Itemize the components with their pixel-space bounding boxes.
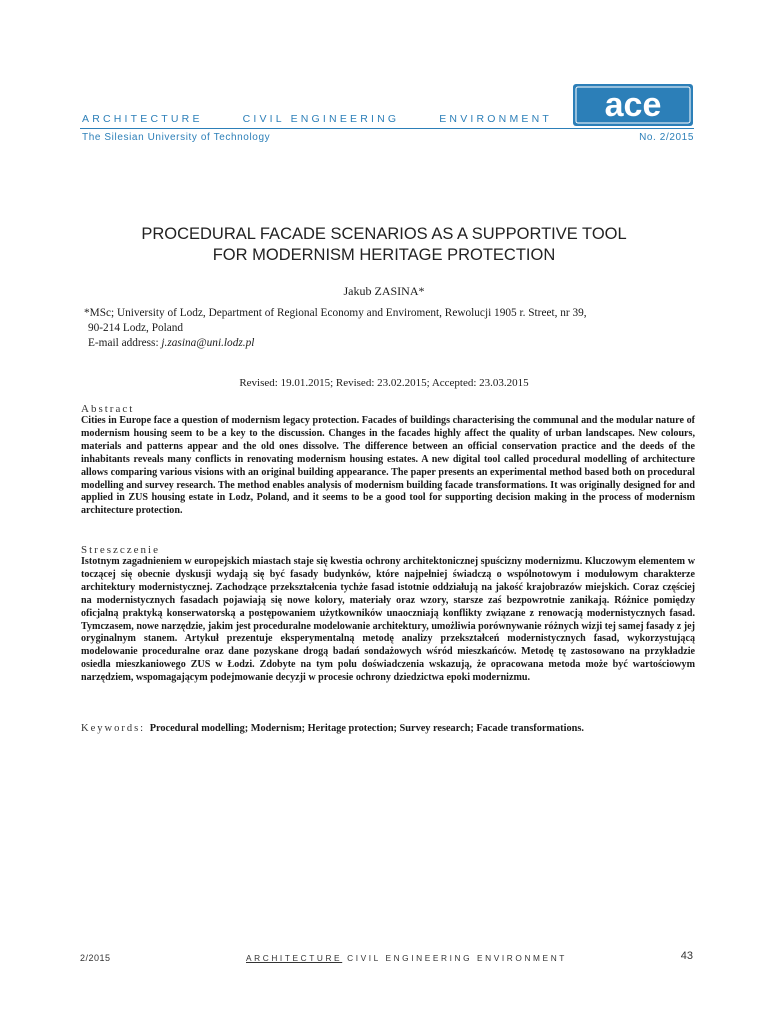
author-name: Jakub ZASINA* [343, 284, 425, 298]
abstract-heading: Abstract [81, 403, 135, 415]
streszczenie-section [81, 544, 695, 685]
revision-dates: Revised: 19.01.2015; Revised: 23.02.2015; Accepted: 23.03.2015 [239, 377, 529, 389]
page-number: 43 [680, 950, 693, 962]
keywords [81, 723, 695, 734]
affiliation-line-2: 90-214 Lodz, Poland [88, 322, 184, 334]
abstract-text: Cities in Europe face a question of modernism legacy protection. Facades of buildings characterising the communal and the modular nature of modernism housing seem to be a key to the discussion. Changes in the facades highly affect the quality of urban landscapes. New colours, materials and patterns appear and the old ones dissolve. The difference between an official conservation practice and the deeds of the inhabitants reveals many conflicts in renovating modernism housing estates. A new digital tool called procedural modelling of architecture allows comparing various visions with an original building appearance. The paper presents an experimental method based both on procedural modelling and survey research. The method enables analysis of modernism building facade transformations. It was originally designed for and applied in ZUS housing estate in Lodz, Poland, and it seems to be a good tool for supporting decision making in the process of modernism architecture protection. [81, 415, 695, 517]
footer-journal-rest: CIVIL ENGINEERING ENVIRONMENT [342, 953, 567, 963]
title-line-2: FOR MODERNISM HERITAGE PROTECTION [212, 246, 556, 264]
keywords-label: Keywords: [81, 723, 150, 734]
header-rule [80, 128, 694, 129]
logo-text: ace [604, 86, 662, 124]
email-label: E-mail address: [88, 337, 162, 349]
journal-word-environment: ENVIRONMENT [439, 113, 552, 125]
issue-number: No. 2/2015 [639, 132, 694, 143]
title-line-1: PROCEDURAL FACADE SCENARIOS AS A SUPPORTIVE TOOL [141, 225, 627, 243]
streszczenie-text: Istotnym zagadnieniem w europejskich miastach staje się kwestia ochrony architektonicznej spuścizny modernizmu. Kluczowym elementem w toczącej się obecnie dyskusji wydają się być fasady budynków, które najpełniej świadczą o wspólnotowym i modułowym charakterze architektury modernistycznej. Zachodzące przekształcenia tychże fasad istotnie oddziałują na jakość krajobrazów miejskich. Coraz częściej na modernistycznych fasadach pojawiają się nowe kolory, materiały oraz wzory, starsze zaś bezpowrotnie zanikają. Różnice pomiędzy oficjalną praktyką konserwatorską a postępowaniem użytkowników unaoczniają konflikty związane z renowacją modernistycznych fasad. Tymczasem, nowe narzędzie, jakim jest proceduralne modelowanie architektury, umożliwia porównywanie różnych wizji tej samej fasady z jej oryginalnym stanem. Artykuł prezentuje eksperymentalną metodę analizy przekształceń modernistycznych fasad, wykorzystującą modelowanie proceduralne oraz dane pozyskane drogą badań sondażowych wśród mieszkańców. Metodę tę zastosowano na przykładzie osiedla mieszkaniowego ZUS w Łodzi. Zdobyte na tym polu doświadczenia wskazują, że opracowana metoda może być wartościowym narzędziem, wspomagającym podejmowanie decyzji w procesie ochrony dziedzictwa epoki modernizmu. [81, 556, 695, 684]
journal-word-architecture: ARCHITECTURE [82, 113, 203, 125]
university-name: The Silesian University of Technology [82, 132, 271, 143]
email-link[interactable]: j.zasina@uni.lodz.pl [161, 337, 255, 349]
article-title [84, 224, 684, 266]
streszczenie-heading: Streszczenie [81, 544, 160, 556]
keywords-text: Procedural modelling; Modernism; Heritage protection; Survey research; Facade transformations. [149, 723, 584, 734]
journal-word-civil-engineering: CIVIL ENGINEERING [242, 113, 400, 125]
email-line [84, 336, 684, 351]
journal-title [82, 113, 552, 125]
footer-journal [246, 953, 567, 963]
footer-journal-first: ARCHITECTURE [246, 953, 343, 963]
affiliation-line-1: *MSc; University of Lodz, Department of Regional Economy and Enviroment, Rewolucji 1905 r. Street, nr 39, [84, 307, 587, 319]
footer-issue: 2/2015 [80, 953, 111, 963]
affiliation [84, 306, 684, 351]
abstract-section [81, 403, 695, 518]
ace-logo [573, 84, 693, 126]
